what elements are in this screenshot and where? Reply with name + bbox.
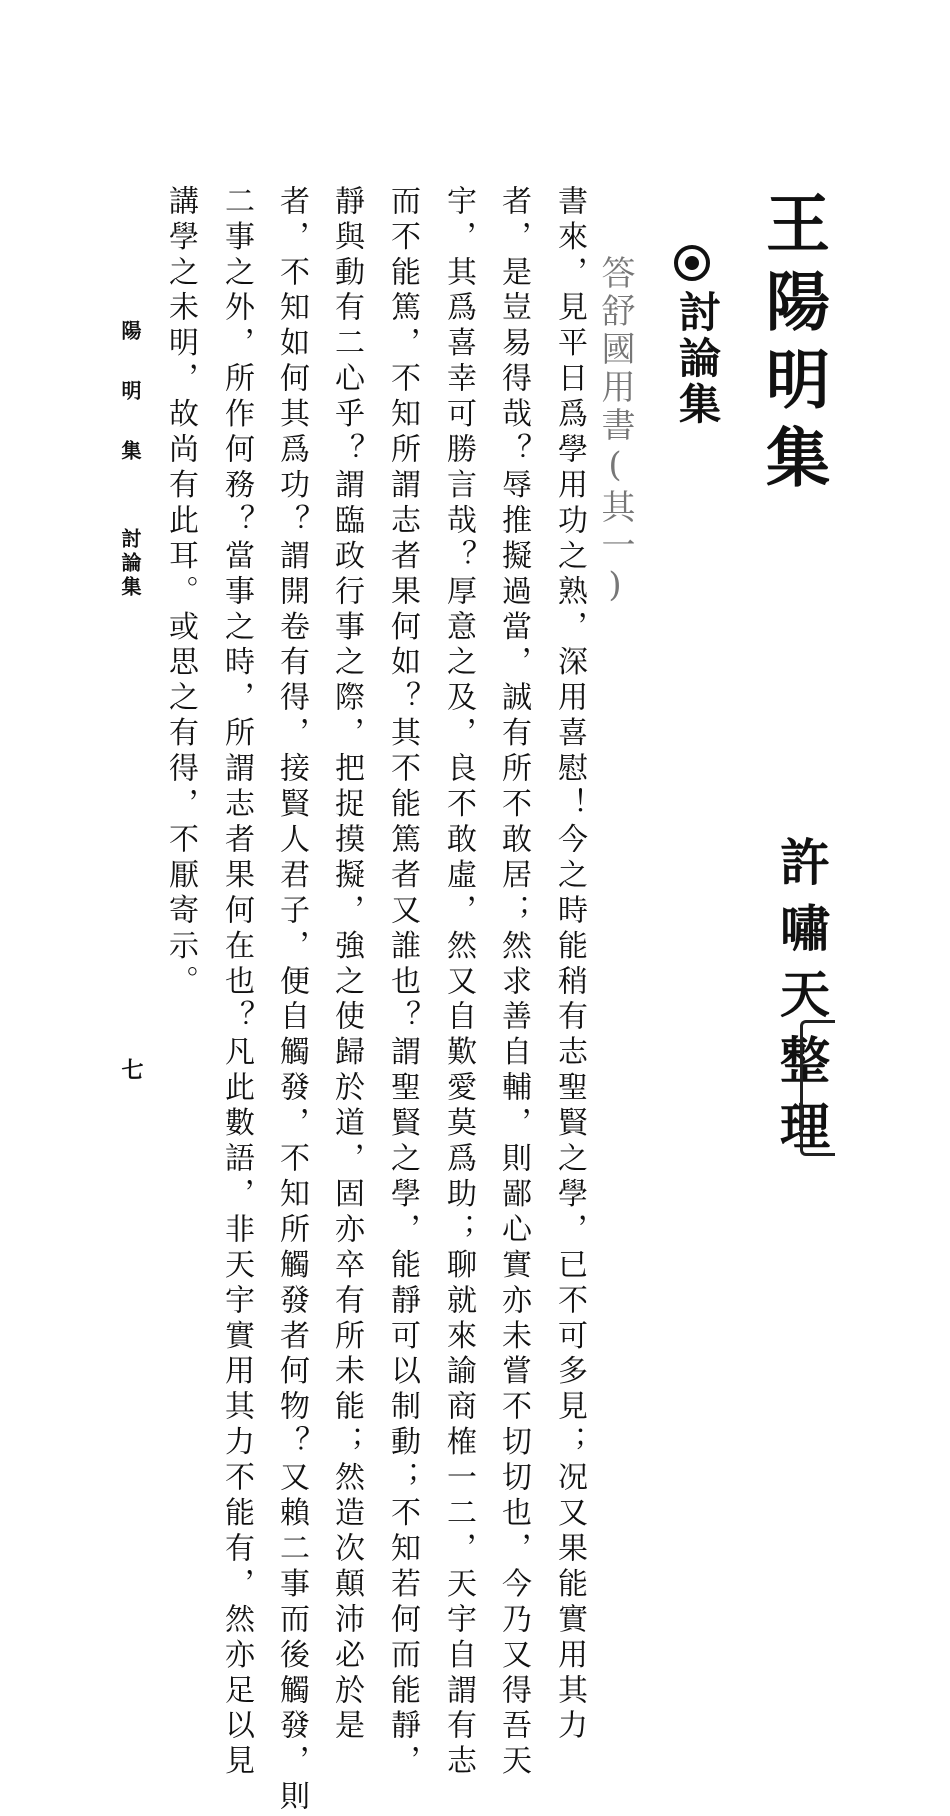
footer-section-title: 討論集	[118, 528, 142, 600]
letter-line-6: 者，不知如何其爲功？謂開卷有得，接賢人君子，便自觸發，不知所觸發者何物？又賴二事而後觸發，則	[274, 185, 309, 1816]
letter-heading: 答舒國用書(其一)	[595, 255, 635, 609]
letter-line-8: 講學之未明，故尚有此耳。或思之有得，不厭寄示。	[163, 185, 198, 1001]
letter-line-5: 靜與動有二心乎？謂臨政行事之際，把捉摸擬，強之使歸於道，固亦卒有所未能；然造次顛沛必於是	[329, 185, 364, 1745]
letter-line-1: 書來，見平日爲學用功之熟，深用喜慰！今之時能稍有志聖賢之學，已不可多見；况又果能實用其力	[552, 185, 587, 1745]
seal-icon	[674, 245, 710, 281]
letter-line-2: 者，是豈易得哉？辱推擬過當，誠有所不敢居；然求善自輔，則鄙心實亦未嘗不切切也，今乃又得吾天	[496, 185, 531, 1781]
editor-credit: 許嘯天整理	[772, 836, 831, 1166]
letter-line-4: 而不能篤，不知所謂志者果何如？其不能篤者又誰也？謂聖賢之學，能靜可以制動；不知若何而能靜，	[385, 185, 420, 1781]
library-stamp-icon	[800, 1020, 835, 1156]
page-number: 七	[118, 1058, 144, 1080]
footer-book-title: 陽明集	[118, 320, 142, 500]
section-title: 討論集	[673, 290, 722, 428]
letter-line-7: 二事之外，所作何務？當事之時，所謂志者果何在也？凡此數語，非天宇實用其力不能有，然亦足以見	[219, 185, 254, 1781]
book-title: 王陽明集	[755, 190, 830, 502]
letter-line-3: 宇，其爲喜幸可勝言哉？厚意之及，良不敢虛，然又自歎愛莫爲助；聊就來諭商榷一二，天宇自謂有志	[441, 185, 476, 1781]
